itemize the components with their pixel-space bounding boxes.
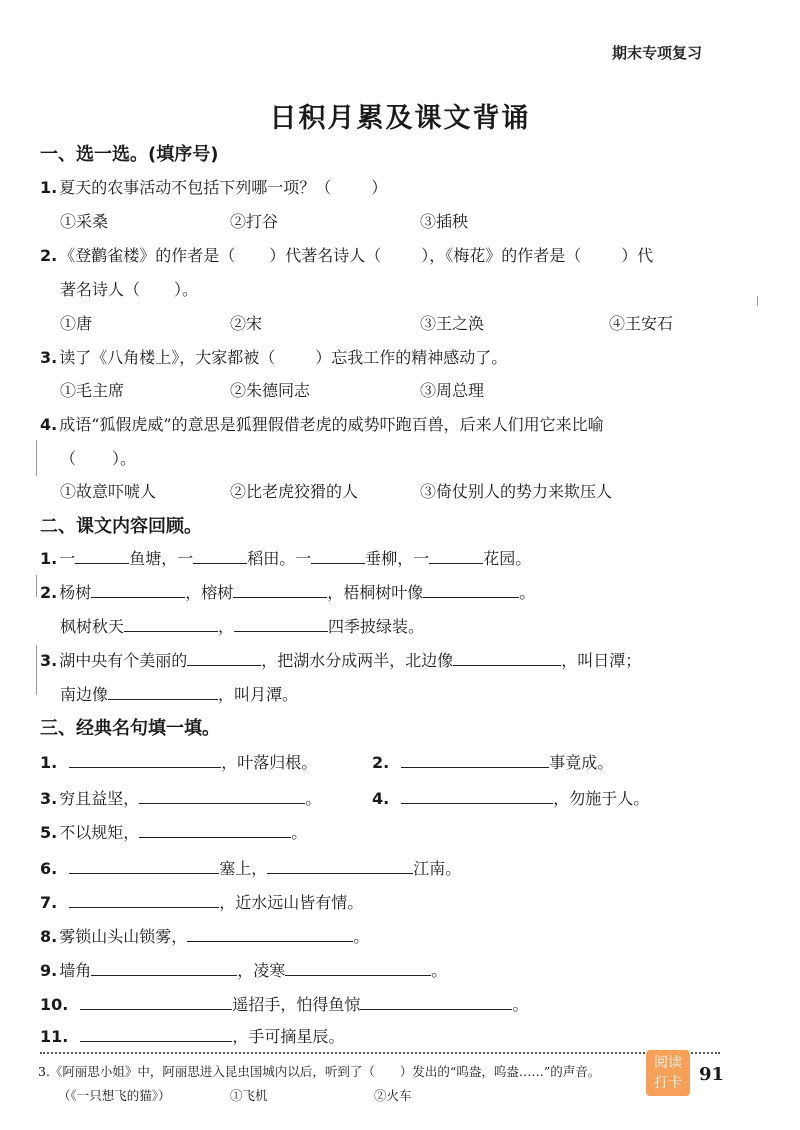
s3-item-10 [40, 992, 528, 1015]
s1-q3 [40, 345, 507, 368]
s3-item-3 [40, 786, 321, 809]
question-text: ），《梅花》的作者是（ [421, 246, 582, 265]
answer-blank[interactable] [429, 547, 483, 564]
question-text: 花园。 [483, 549, 532, 568]
s1-q2-option-2: ②宋 [230, 314, 263, 333]
badge-line: 打卡 [654, 1075, 682, 1091]
badge-line: 阅读 [654, 1055, 682, 1071]
s1-q2-option-1: ①唐 [60, 314, 93, 333]
question-text: ，梧桐树叶像 [327, 583, 424, 602]
answer-blank[interactable] [69, 891, 219, 908]
s1-q2-option-3: ③王之涣 [420, 314, 485, 333]
s1-q1 [40, 175, 387, 198]
answer-blank[interactable] [91, 581, 185, 598]
question-text: 。 [512, 995, 529, 1014]
question-text: 成语“狐假虎威”的意思是狐狸假借老虎的威势吓跑百兽，后来人们用它来比喻 [59, 415, 604, 434]
question-text: ，叶落归根。 [221, 753, 318, 772]
page-number: 91 [699, 1064, 725, 1085]
question-number: 2. [40, 583, 58, 602]
question-text: ，叫日潭； [561, 651, 642, 670]
question-text: ，凌寒 [237, 961, 286, 980]
s1-q2-option-4: ④王安石 [609, 314, 674, 333]
question-text: 南边像 [60, 685, 109, 704]
answer-blank[interactable] [234, 615, 328, 632]
footer-question: 3.《阿丽思小姐》中，阿丽思进入昆虫国城内以后，听到了（ ）发出的“呜盎，呜盎……”的声音。 [38, 1064, 601, 1079]
question-number: 8. [40, 927, 58, 946]
question-number: 3. [40, 651, 58, 670]
answer-blank[interactable] [401, 751, 549, 768]
footer-source: （《一只想飞的猫》） [58, 1088, 171, 1103]
footer-divider [40, 1052, 720, 1054]
s1-q4-option-2: ②比老虎狡猾的人 [230, 482, 359, 501]
s1-q4 [40, 412, 604, 435]
question-text: ）代著名诗人（ [269, 246, 382, 265]
question-text: ）。 [174, 280, 199, 299]
question-text: 著名诗人（ [60, 280, 141, 299]
question-text: 。 [305, 789, 322, 808]
question-text: ，叫月潭。 [218, 685, 299, 704]
question-text: 遥招手，怕得鱼惊 [232, 995, 361, 1014]
answer-blank[interactable] [108, 683, 218, 700]
answer-blank[interactable] [80, 1025, 232, 1042]
s3-item-5 [40, 820, 307, 843]
answer-blank[interactable] [139, 787, 305, 804]
question-text: ，把湖水分成两半，北边像 [261, 651, 454, 670]
s3-item-2 [372, 750, 613, 773]
question-text: 。 [353, 927, 370, 946]
section-1-heading: 一、选一选。(填序号) [40, 144, 219, 165]
question-text: 垂柳，一 [365, 549, 430, 568]
margin-mark [757, 296, 758, 306]
question-number: 2. [40, 246, 58, 265]
question-number: 9. [40, 961, 58, 980]
s1-q4-option-1: ①故意吓唬人 [60, 482, 157, 501]
question-text: 江南。 [413, 859, 462, 878]
question-number: 11. [40, 1027, 69, 1046]
question-text: 事竟成。 [549, 753, 614, 772]
answer-blank[interactable] [360, 993, 512, 1010]
question-number: 1. [40, 178, 58, 197]
answer-blank[interactable] [311, 547, 365, 564]
question-text: 。 [291, 823, 308, 842]
header-label: 期末专项复习 [612, 44, 703, 62]
question-text: ）忘我工作的精神感动了。 [315, 348, 508, 367]
answer-blank[interactable] [187, 649, 261, 666]
question-text: 夏天的农事活动不包括下列哪一项？（ [59, 178, 332, 197]
s1-q2 [40, 243, 653, 266]
s2-q3-cont [60, 682, 298, 705]
s3-item-8 [40, 924, 369, 947]
answer-blank[interactable] [91, 959, 237, 976]
question-text: 枫树秋天 [60, 617, 125, 636]
question-number: 2. [372, 753, 390, 772]
question-text: 塞上， [219, 859, 268, 878]
answer-blank[interactable] [401, 787, 553, 804]
s1-q3-option-3: ③周总理 [420, 381, 485, 400]
margin-mark [36, 440, 37, 476]
margin-mark [36, 575, 37, 597]
footer-option-2: ②火车 [374, 1088, 412, 1103]
s1-q3-option-2: ②朱德同志 [230, 381, 311, 400]
question-text: 稻田。一 [247, 549, 312, 568]
question-text: ）。 [112, 449, 137, 468]
answer-blank[interactable] [139, 821, 291, 838]
answer-blank[interactable] [285, 959, 431, 976]
question-number: 3. [40, 348, 58, 367]
answer-blank[interactable] [80, 993, 232, 1010]
question-text: 四季披绿装。 [328, 617, 425, 636]
question-number: 3. [40, 789, 58, 808]
question-text: ，手可摘星辰。 [232, 1027, 345, 1046]
s2-q1 [40, 546, 531, 569]
answer-blank[interactable] [124, 615, 218, 632]
answer-blank[interactable] [69, 751, 221, 768]
answer-blank[interactable] [75, 547, 129, 564]
question-text: 湖中央有个美丽的 [59, 651, 188, 670]
s1-q4-option-3: ③倚仗别人的势力来欺压人 [420, 482, 613, 501]
question-text: （ [60, 449, 77, 468]
question-number: 10. [40, 995, 69, 1014]
s2-q2 [40, 580, 535, 603]
question-text: 不以规矩， [59, 823, 140, 842]
page-title: 日积月累及课文背诵 [269, 103, 531, 134]
s1-q1-option-2: ②打谷 [230, 212, 279, 231]
question-text: ，近水远山皆有情。 [219, 893, 364, 912]
question-text: 杨树 [59, 583, 92, 602]
question-text: ，勿施于人。 [553, 789, 650, 808]
question-text: 雾锁山头山锁雾， [59, 927, 188, 946]
answer-blank[interactable] [233, 581, 327, 598]
question-text: ）代 [621, 246, 654, 265]
question-text: 墙角 [59, 961, 92, 980]
s3-item-6 [40, 856, 461, 879]
question-text: 一 [59, 549, 76, 568]
question-number: 6. [40, 859, 58, 878]
question-text: ） [371, 178, 388, 197]
s1-q4-cont [60, 446, 136, 469]
answer-blank[interactable] [453, 649, 561, 666]
s3-item-11 [40, 1024, 344, 1047]
s1-q3-option-1: ①毛主席 [60, 381, 125, 400]
question-text: 穷且益坚， [59, 789, 140, 808]
question-number: 5. [40, 823, 58, 842]
question-text: 。 [519, 583, 536, 602]
answer-blank[interactable] [187, 925, 353, 942]
s3-item-9 [40, 958, 447, 981]
answer-blank[interactable] [423, 581, 519, 598]
answer-blank[interactable] [193, 547, 247, 564]
question-text: ，榕树 [185, 583, 234, 602]
s3-item-4 [372, 786, 649, 809]
question-number: 4. [372, 789, 390, 808]
s1-q2-cont [60, 277, 198, 300]
section-3-heading: 三、经典名句填一填。 [40, 718, 220, 739]
question-number: 7. [40, 893, 58, 912]
s2-q2-cont [60, 614, 424, 637]
footer-option-1: ①飞机 [230, 1088, 268, 1103]
question-text: 《登鹳雀楼》的作者是（ [59, 246, 236, 265]
question-number: 1. [40, 753, 58, 772]
s1-q1-option-1: ①采桑 [60, 212, 109, 231]
s3-item-1 [40, 750, 317, 773]
question-text: 。 [431, 961, 448, 980]
s2-q3 [40, 648, 641, 671]
margin-mark [36, 645, 37, 695]
question-text: 鱼塘，一 [129, 549, 194, 568]
answer-blank[interactable] [69, 857, 219, 874]
reading-checkin-badge [646, 1050, 690, 1096]
section-2-heading: 二、课文内容回顾。 [40, 516, 202, 537]
question-text: 读了《八角楼上》，大家都被（ [59, 348, 276, 367]
s1-q1-option-3: ③插秧 [420, 212, 469, 231]
s3-item-7 [40, 890, 363, 913]
question-text: ， [218, 617, 235, 636]
question-number: 4. [40, 415, 58, 434]
answer-blank[interactable] [267, 857, 413, 874]
question-number: 1. [40, 549, 58, 568]
